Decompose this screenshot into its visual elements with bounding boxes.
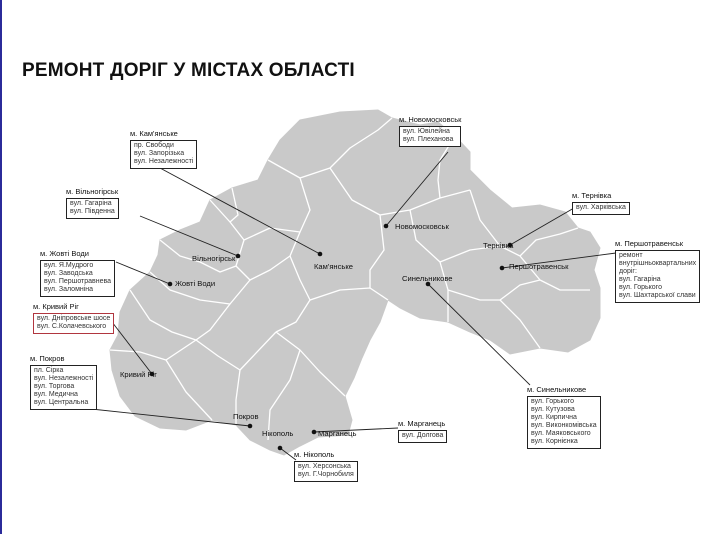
callout-nikopol: [294, 451, 358, 482]
callout-streets-box: [527, 396, 601, 449]
callout-synelnykove: [527, 386, 601, 449]
street-item: вул. Долгова: [402, 431, 444, 439]
street-item: вул. Горького: [531, 397, 574, 405]
street-item: внутрішньоквартальних: [619, 259, 697, 267]
map-label-novomoskovsk: Новомосковськ: [395, 222, 449, 231]
city-dot-vilnohirsk: [236, 254, 241, 259]
map-label-ternivka: Тернівка: [483, 241, 514, 250]
street-item: пр. Свободи: [134, 141, 174, 149]
street-item: пл. Сірка: [34, 366, 64, 374]
callout-streets-box: [33, 313, 114, 334]
city-dot-kamianske: [318, 252, 323, 257]
callout-streets-box: [399, 126, 461, 147]
city-dot-pershotravensk: [500, 266, 505, 271]
callout-novomoskovsk: [399, 116, 461, 147]
street-item: вул. Незалежності: [34, 374, 94, 382]
callout-streets-box: [572, 202, 630, 215]
street-item: вул. Заводська: [44, 269, 93, 277]
street-item: вул. Херсонська: [298, 462, 351, 470]
map-label-marhanets: Марганець: [318, 429, 357, 438]
street-item: вул. Я.Мудрого: [44, 261, 94, 269]
street-item: вул. Маяковського: [531, 429, 591, 437]
street-item: вул. Ювілейна: [403, 127, 450, 135]
street-item: вул. Шахтарської слави: [619, 291, 696, 299]
callout-city-name: м. Жовті Води: [40, 249, 89, 258]
street-item: вул. Запорізька: [134, 149, 185, 157]
callout-vilnohirsk: [66, 188, 119, 219]
callout-streets-box: [130, 140, 197, 169]
city-dot-zhovti-vody: [168, 282, 173, 287]
callout-streets-box: [615, 250, 700, 303]
callout-marhanets: [398, 420, 447, 443]
street-item: вул. Кирпична: [531, 413, 577, 421]
callout-city-name: м. Покров: [30, 354, 65, 363]
map-label-kryvyi-rih: Кривий Ріг: [120, 370, 158, 379]
street-item: вул. Торгова: [34, 382, 75, 390]
map-label-synelnykove: Синельникове: [402, 274, 453, 283]
city-dot-marhanets: [312, 430, 317, 435]
street-item: вул. Плеханова: [403, 135, 454, 143]
city-dot-nikopol: [278, 446, 283, 451]
street-item: вул. Першотравнева: [44, 277, 112, 285]
city-dot-novomoskovsk: [384, 224, 389, 229]
street-item: вул. Гагаріна: [619, 275, 661, 283]
callout-pokrov: [30, 355, 97, 410]
street-item: вул. Незалежності: [134, 157, 194, 165]
callout-streets-box: [294, 461, 358, 482]
street-item: вул. Г.Чорнобиля: [298, 470, 354, 478]
callout-city-name: м. Синельникове: [527, 385, 587, 394]
callout-city-name: м. Тернівка: [572, 191, 612, 200]
callout-pershotravensk: [615, 240, 700, 303]
callout-city-name: м. Першотравенськ: [615, 239, 684, 248]
callout-zhovti-vody: [40, 250, 115, 297]
callout-ternivka: [572, 192, 630, 215]
map-label-kamianske: Кам'янське: [314, 262, 354, 271]
street-item: вул. Південна: [70, 207, 115, 215]
callout-city-name: м. Новомосковськ: [399, 115, 462, 124]
street-item: вул. Центральна: [34, 398, 89, 406]
street-item: доріг:: [619, 267, 637, 275]
callout-streets-box: [30, 365, 97, 410]
map-label-zhovti-vody: Жовті Води: [175, 279, 216, 288]
callout-city-name: м. Вільногірськ: [66, 187, 119, 196]
street-item: вул. С.Колачевського: [37, 322, 107, 330]
street-item: вул. Заломніна: [44, 285, 94, 293]
callout-kryvyi-rih: [33, 303, 114, 334]
map-label-pershotravensk: Першотравенськ: [509, 262, 569, 271]
callout-streets-box: [398, 430, 447, 443]
callout-city-name: м. Нікополь: [294, 450, 335, 459]
callout-kamianske: [130, 130, 197, 169]
map-label-nikopol: Нікополь: [262, 429, 294, 438]
street-item: вул. Горького: [619, 283, 662, 291]
street-item: вул. Корнієнка: [531, 437, 578, 445]
map-label-pokrov: Покров: [233, 412, 259, 421]
callout-city-name: м. Кам'янське: [130, 129, 178, 138]
street-item: вул. Харківська: [576, 203, 626, 211]
city-dot-pokrov: [248, 424, 253, 429]
street-item: вул. Кутузова: [531, 405, 575, 413]
callout-streets-box: [40, 260, 115, 297]
street-item: вул. Гагаріна: [70, 199, 112, 207]
street-item: вул. Виконкомівська: [531, 421, 597, 429]
map-label-vilnohirsk: Вільногірськ: [192, 254, 236, 263]
page-title: РЕМОНТ ДОРІГ У МІСТАХ ОБЛАСТІ: [22, 60, 355, 81]
callout-streets-box: [66, 198, 119, 219]
street-item: ремонт: [619, 251, 643, 259]
street-item: вул. Медична: [34, 390, 78, 398]
callout-city-name: м. Кривий Ріг: [33, 302, 79, 311]
callout-city-name: м. Марганець: [398, 419, 446, 428]
street-item: вул. Дніпровське шосе: [37, 314, 111, 322]
